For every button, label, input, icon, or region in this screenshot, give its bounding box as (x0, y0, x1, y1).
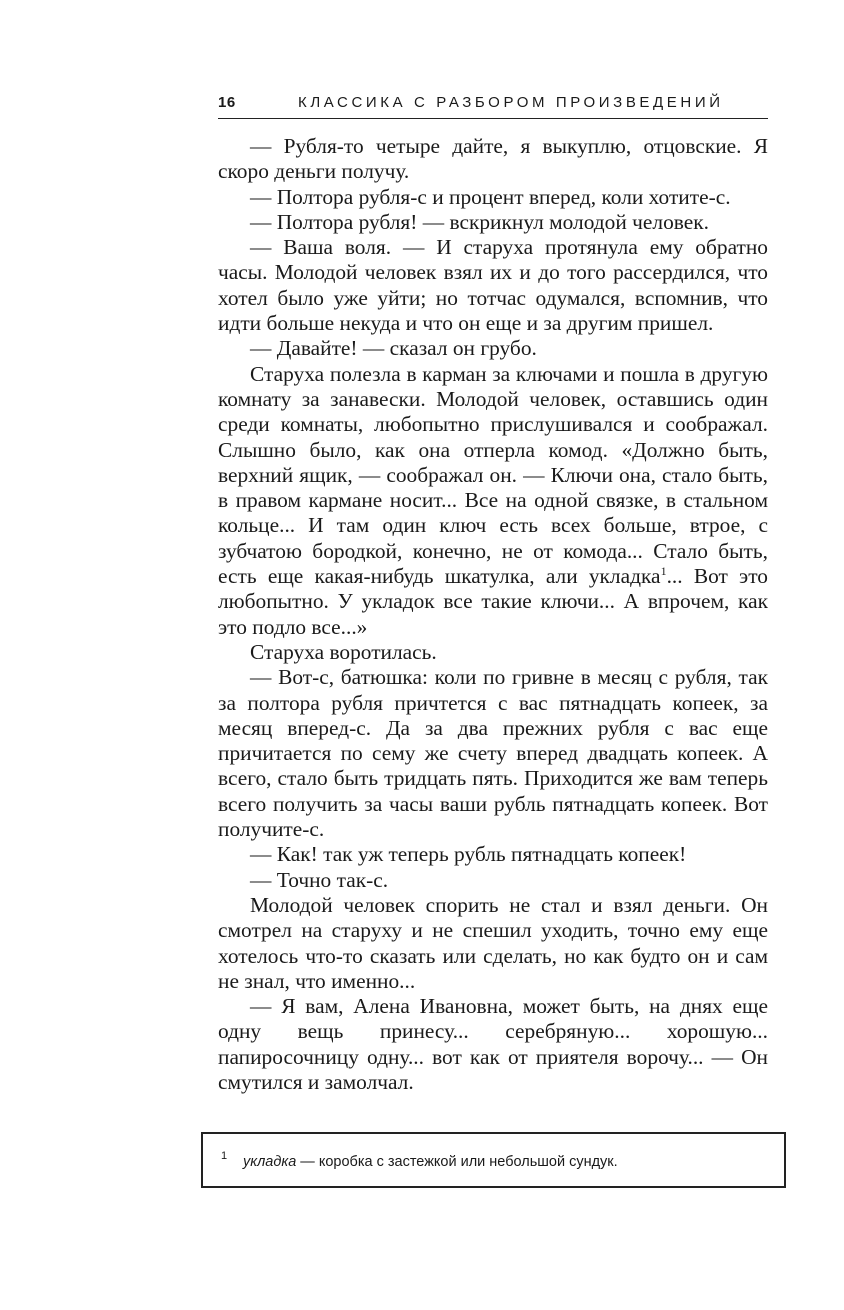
body-text (218, 134, 768, 1095)
paragraph: Молодой человек спорить не стал и взял деньги. Он смотрел на старуху и не спешил уходить, точно ему еще хотелось что-то сказать или сделать, но как будто он и сам не знал, что именно... (218, 892, 768, 993)
paragraph-text-before: Старуха полезла в карман за ключами и пошла в другую комнату за занавески. Молодой человек, оставшись один среди комнаты, любопытно прислушивался и соображал. Слышно было, как она отперла комод. «Должно быть, верхний ящик, — соображал он. — Ключи она, стало быть, в правом кармане носит... Все на одной связке, в стальном кольце... И там один ключ есть всех больше, втрое, с зубчатою бородкой, конечно, не от комода... Стало быть, есть еще какая-нибудь шкатулка, али укладка (218, 361, 768, 589)
paragraph: — Я вам, Алена Ивановна, может быть, на днях еще одну вещь принесу... серебряную... хорошую... папиросочницу одну... вот как от приятеля ворочу... — Он смутился и замолчал. (218, 994, 768, 1094)
footnote-definition: — коробка с застежкой или небольшой сундук. (296, 1154, 618, 1170)
running-header (218, 94, 768, 119)
footnote-text (243, 1154, 618, 1170)
running-title: КЛАССИКА С РАЗБОРОМ ПРОИЗВЕДЕНИЙ (298, 94, 724, 111)
paragraph: — Ваша воля. — И старуха протянула ему обратно часы. Молодой человек взял их и до того рассердился, что хотел было уже уйти; но тотчас одумался, вспомнив, что идти больше некуда и что он еще и за другим пришел. (218, 235, 768, 336)
paragraph: Старуха воротилась. (250, 639, 437, 664)
paragraph: — Полтора рубля! — вскрикнул молодой человек. (250, 209, 709, 234)
paragraph (218, 362, 768, 640)
paragraph-text-after: ... Вот это любопытно. У укладок все такие ключи... А впрочем, как это подло все...» (218, 564, 768, 639)
page-number: 16 (218, 94, 236, 111)
footnote-reference[interactable]: 1 (660, 564, 667, 579)
footnote-mark: 1 (221, 1150, 228, 1162)
paragraph: — Как! так уж теперь рубль пятнадцать копеек! (250, 842, 687, 867)
paragraph: — Точно так-с. (250, 867, 389, 892)
footnote-box (201, 1132, 786, 1188)
paragraph: — Полтора рубля-с и процент вперед, коли хотите-с. (250, 184, 731, 209)
paragraph: — Давайте! — сказал он грубо. (250, 336, 537, 361)
paragraph: — Вот-с, батюшка: коли по гривне в месяц с рубля, так за полтора рубля причтется с вас пятнадцать копеек, за месяц вперед-с. Да за два прежних рубля с вас еще причитается по сему же счету вперед двадцать копеек. А всего, стало быть тридцать пять. Приходится же вам теперь всего получить за часы ваши рубль пятнадцать копеек. Вот получите-с. (218, 665, 768, 842)
paragraph: — Рубля-то четыре дайте, я выкуплю, отцовские. Я скоро деньги получу. (218, 134, 768, 184)
footnote-term: укладка (243, 1154, 297, 1170)
